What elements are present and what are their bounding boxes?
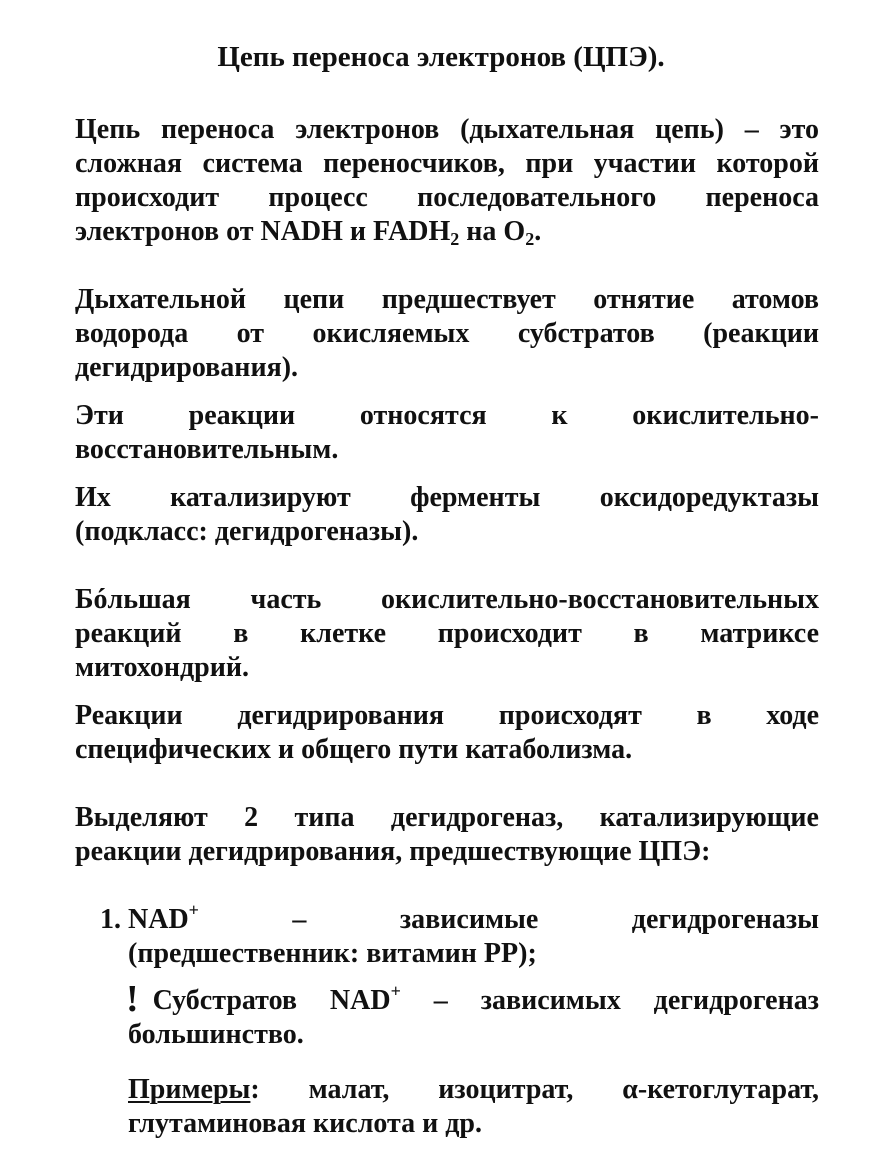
- examples-block: [128, 1073, 819, 1141]
- list-item-nad-dehydrogenases: [128, 900, 819, 971]
- text-line: электронов от NADH и $FADH_2$ на $O_2$.: [75, 216, 542, 249]
- text-line: водорода от окисляемых субстратов (реакции: [75, 318, 819, 349]
- paragraph-etc-definition: [75, 113, 819, 249]
- text-line: Дыхательной цепи предшествует отнятие атомов: [75, 284, 819, 315]
- text-line: Их катализируют ферменты оксидоредуктазы: [75, 482, 819, 513]
- text-line: сложная система переносчиков, при участии которой: [75, 148, 819, 179]
- paragraph-redox: [75, 399, 819, 467]
- note-substrates: [126, 978, 819, 1052]
- text-line: ! Субстратов NAD+ – зависимых дегидрогеназ: [126, 978, 819, 1020]
- paragraph-dehydrogenation: [75, 283, 819, 385]
- text-line: (предшественник: витамин PP);: [128, 938, 537, 969]
- text-line: реакции дегидрирования, предшествующие ЦПЭ:: [75, 836, 711, 867]
- text-line: (подкласс: дегидрогеназы).: [75, 516, 419, 547]
- text-line: реакций в клетке происходит в матриксе: [75, 618, 819, 649]
- text-line: большинство.: [128, 1019, 304, 1050]
- paragraph-mitochondria: [75, 583, 819, 685]
- text-line: восстановительным.: [75, 434, 339, 465]
- examples-label: Примеры: [128, 1074, 251, 1105]
- page-title: Цепь переноса электронов (ЦПЭ).: [217, 41, 665, 73]
- text-line: Эти реакции относятся к окислительно-: [75, 400, 819, 431]
- text-line: митохондрий.: [75, 652, 249, 683]
- text-line: специфических и общего пути катаболизма.: [75, 734, 633, 765]
- text-line: дегидрирования).: [75, 352, 299, 383]
- text-line: Цепь переноса электронов (дыхательная цепь) – это: [75, 114, 819, 145]
- text-line: глутаминовая кислота и др.: [128, 1108, 483, 1139]
- text-line: Реакции дегидрирования происходят в ходе: [75, 700, 819, 731]
- text-line: Примеры: малат, изоцитрат, α-кетоглутарат,: [128, 1074, 819, 1105]
- paragraph-oxidoreductases: [75, 481, 819, 549]
- text-line: Бóльшая часть окислительно-восстановительных: [75, 584, 819, 615]
- list-number: 1.: [100, 904, 121, 935]
- paragraph-catabolism: [75, 699, 819, 767]
- text-line: Выделяют 2 типа дегидрогеназ, катализирующие: [75, 802, 819, 833]
- exclamation-icon: !: [126, 978, 139, 1020]
- text-line: NAD+ – зависимые дегидрогеназы: [128, 900, 819, 935]
- text-line: происходит процесс последовательного переноса: [75, 182, 819, 213]
- paragraph-dehydrogenase-types: [75, 801, 819, 869]
